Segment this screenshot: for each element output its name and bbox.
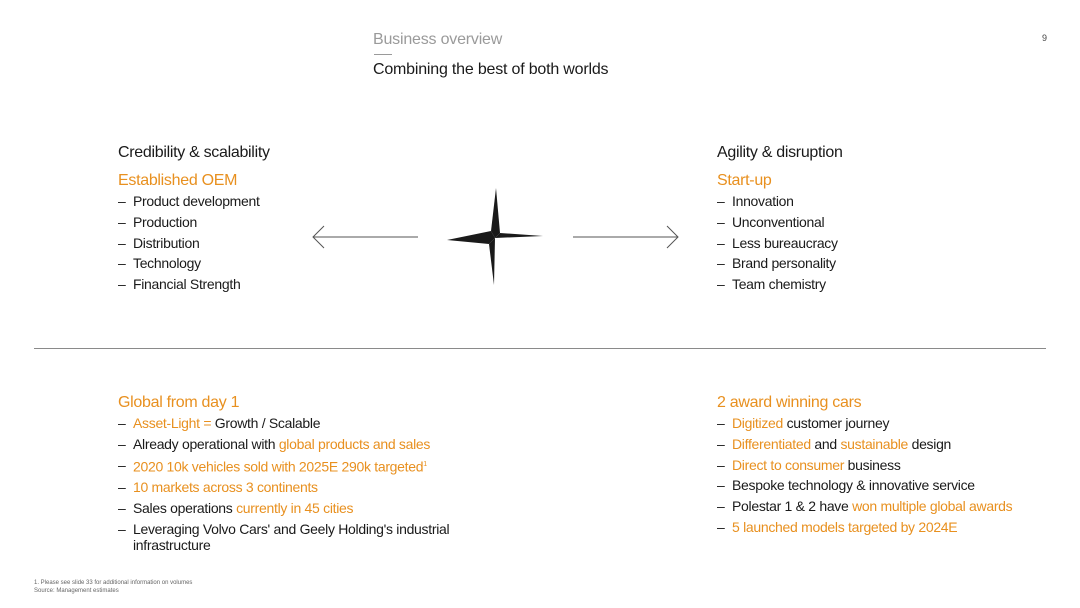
list-item: – Bespoke technology & innovative service: [717, 475, 1047, 496]
left-top-heading: Credibility & scalability: [118, 144, 270, 161]
left-top-list: [118, 191, 270, 295]
right-top-heading: Agility & disruption: [717, 144, 843, 161]
left-bottom-column: [118, 394, 478, 553]
section-divider: [34, 348, 1046, 349]
list-item: – Production: [118, 212, 270, 233]
list-item: – Polestar 1 & 2 have won multiple global awards: [717, 496, 1047, 517]
source-line: Source: Management estimates: [34, 587, 119, 594]
list-item: – Less bureaucracy: [717, 233, 843, 254]
list-item: – Sales operations currently in 45 cities: [118, 498, 478, 519]
left-top-subheading: Established OEM: [118, 172, 238, 189]
list-item: – Differentiated and sustainable design: [717, 434, 1047, 455]
right-bottom-list: [717, 413, 1047, 538]
list-item: – Unconventional: [717, 212, 843, 233]
footnote: [34, 580, 192, 595]
list-item: – 5 launched models targeted by 2024E: [717, 517, 1047, 538]
list-item: – Asset-Light = Growth / Scalable: [118, 413, 478, 434]
list-item: – Brand personality: [717, 253, 843, 274]
right-top-list: [717, 191, 843, 295]
list-item: – 10 markets across 3 continents: [118, 477, 478, 498]
list-item: – Already operational with global products and sales: [118, 434, 478, 455]
section-label-rule: [374, 54, 392, 55]
arrow-left-icon: [310, 224, 420, 250]
list-item: – Product development: [118, 191, 270, 212]
right-top-subheading: Start-up: [717, 172, 772, 189]
arrow-right-icon: [571, 224, 681, 250]
list-item: – Digitized customer journey: [717, 413, 1047, 434]
page-title: Combining the best of both worlds: [373, 61, 609, 78]
polestar-star-icon: [445, 186, 545, 288]
list-item: – Innovation: [717, 191, 843, 212]
list-item: – Financial Strength: [118, 274, 270, 295]
right-top-column: [717, 144, 843, 295]
list-item: – 2020 10k vehicles sold with 2025E 290k targeted$^1$: [118, 455, 478, 477]
section-label: Business overview: [373, 31, 503, 48]
list-item: – Technology: [118, 253, 270, 274]
footnote-line: 1. Please see slide 33 for additional information on volumes: [34, 580, 193, 586]
left-bottom-heading: Global from day 1: [118, 394, 240, 411]
list-item: – Leveraging Volvo Cars' and Geely Holding's industrial infrastructure: [118, 521, 478, 553]
right-bottom-column: [717, 394, 1047, 538]
right-bottom-heading: 2 award winning cars: [717, 394, 862, 411]
page-number: 9: [1042, 33, 1048, 43]
left-bottom-list: [118, 413, 478, 553]
list-item: – Direct to consumer business: [717, 455, 1047, 476]
list-item: – Distribution: [118, 233, 270, 254]
left-top-column: [118, 144, 270, 295]
list-item: – Team chemistry: [717, 274, 843, 295]
